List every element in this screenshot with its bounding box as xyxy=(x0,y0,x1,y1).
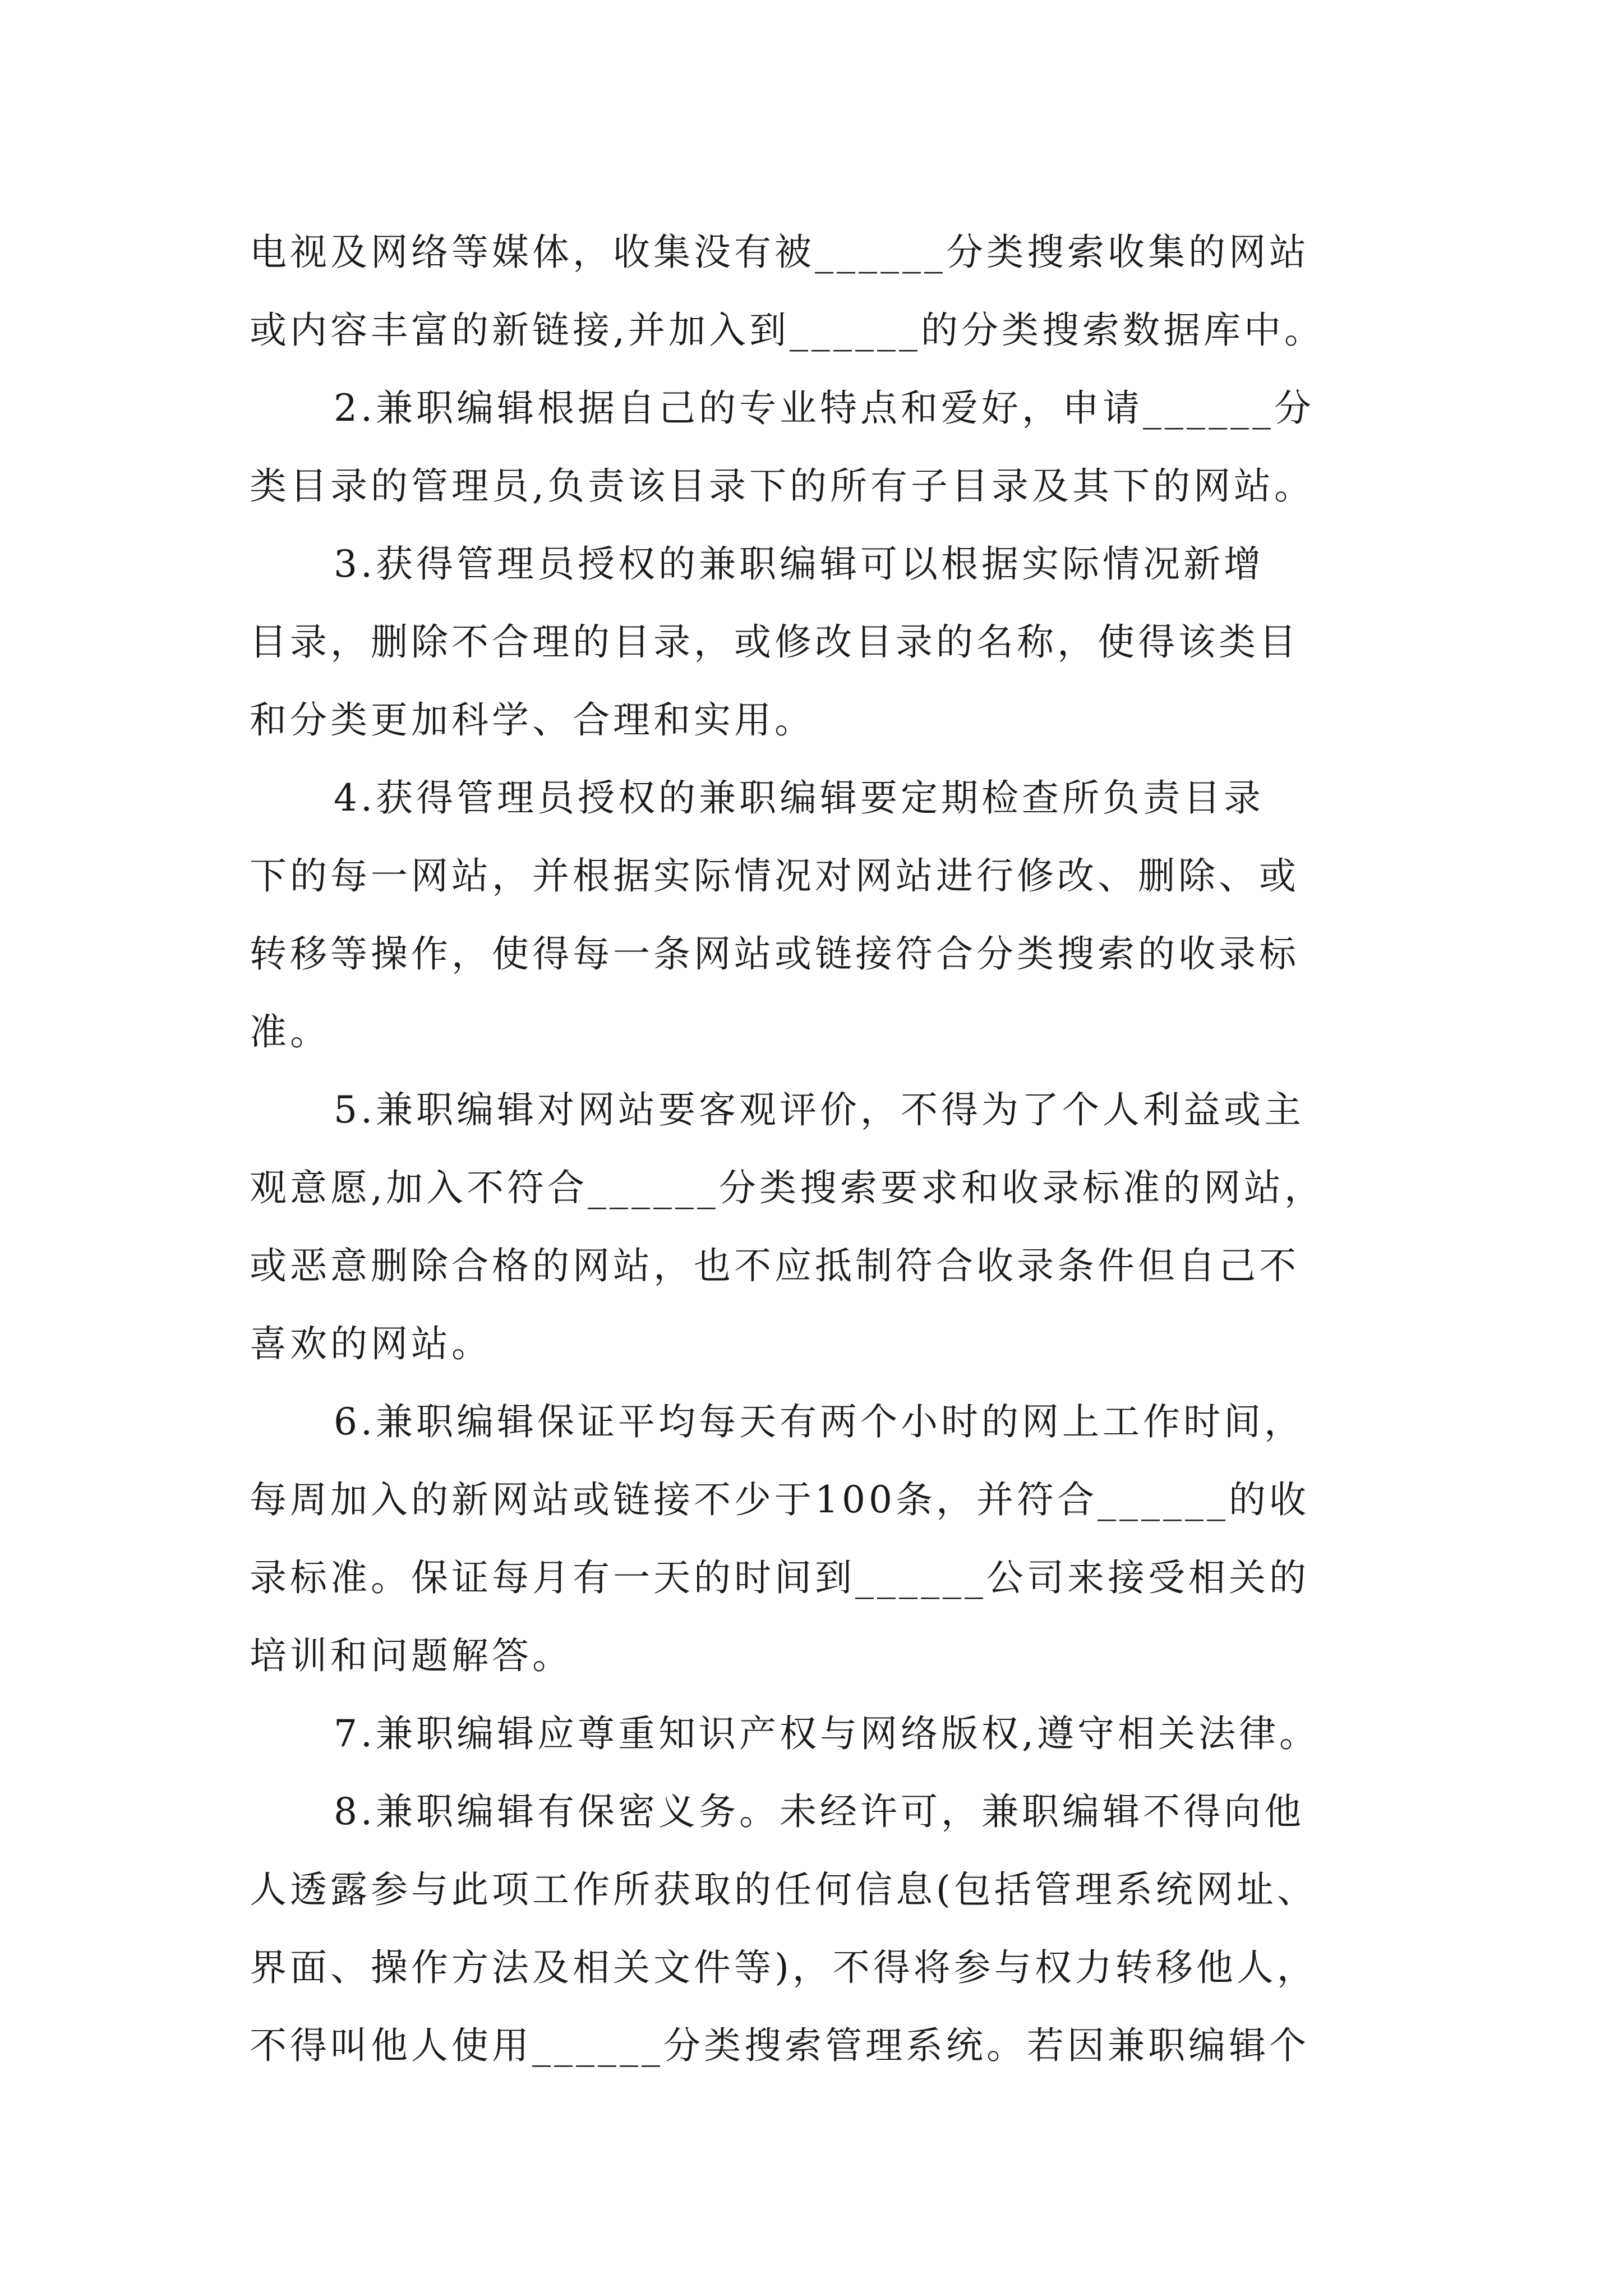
text-line: 界面、操作方法及相关文件等)，不得将参与权力转移他人， xyxy=(250,1946,1317,1989)
document-page xyxy=(250,213,1388,2085)
text-line: 或恶意删除合格的网站，也不应抵制符合收录条件但自己不 xyxy=(250,1244,1299,1287)
paragraph-4-start: 4.获得管理员授权的兼职编辑要定期检查所负责目录 xyxy=(334,776,1264,820)
text-line: 下的每一网站，并根据实际情况对网站进行修改、删除、或 xyxy=(250,854,1299,898)
text-line: 人透露参与此项工作所获取的任何信息(包括管理系统网址、 xyxy=(250,1868,1317,1911)
text-line: 电视及网络等媒体，收集没有被______分类搜索收集的网站 xyxy=(250,231,1310,274)
paragraph-6-start: 6.兼职编辑保证平均每天有两个小时的网上工作时间， xyxy=(334,1400,1304,1443)
text-line: 喜欢的网站。 xyxy=(250,1322,492,1365)
text-line: 观意愿,加入不符合______分类搜索要求和收录标准的网站， xyxy=(250,1166,1325,1209)
text-line: 和分类更加科学、合理和实用。 xyxy=(250,698,815,742)
paragraph-5-start: 5.兼职编辑对网站要客观评价，不得为了个人利益或主 xyxy=(334,1088,1304,1131)
paragraph-7: 7.兼职编辑应尊重知识产权与网络版权,遵守相关法律。 xyxy=(334,1712,1320,1755)
paragraph-2-start: 2.兼职编辑根据自己的专业特点和爱好，申请______分 xyxy=(334,386,1315,430)
paragraph-8-start: 8.兼职编辑有保密义务。未经许可，兼职编辑不得向他 xyxy=(334,1790,1304,1833)
text-line: 目录，删除不合理的目录，或修改目录的名称，使得该类目 xyxy=(250,620,1299,664)
text-line: 不得叫他人使用______分类搜索管理系统。若因兼职编辑个 xyxy=(250,2024,1310,2067)
text-line: 转移等操作，使得每一条网站或链接符合分类搜索的收录标 xyxy=(250,932,1299,976)
paragraph-3-start: 3.获得管理员授权的兼职编辑可以根据实际情况新增 xyxy=(334,542,1264,586)
text-line: 准。 xyxy=(250,1010,330,1053)
text-line: 或内容丰富的新链接,并加入到______的分类搜索数据库中。 xyxy=(250,309,1325,352)
text-line: 录标准。保证每月有一天的时间到______公司来接受相关的 xyxy=(250,1556,1310,1599)
text-line: 每周加入的新网站或链接不少于100条，并符合______的收 xyxy=(250,1478,1310,1521)
text-line: 培训和问题解答。 xyxy=(250,1634,573,1677)
text-line: 类目录的管理员,负责该目录下的所有子目录及其下的网站。 xyxy=(250,464,1315,508)
